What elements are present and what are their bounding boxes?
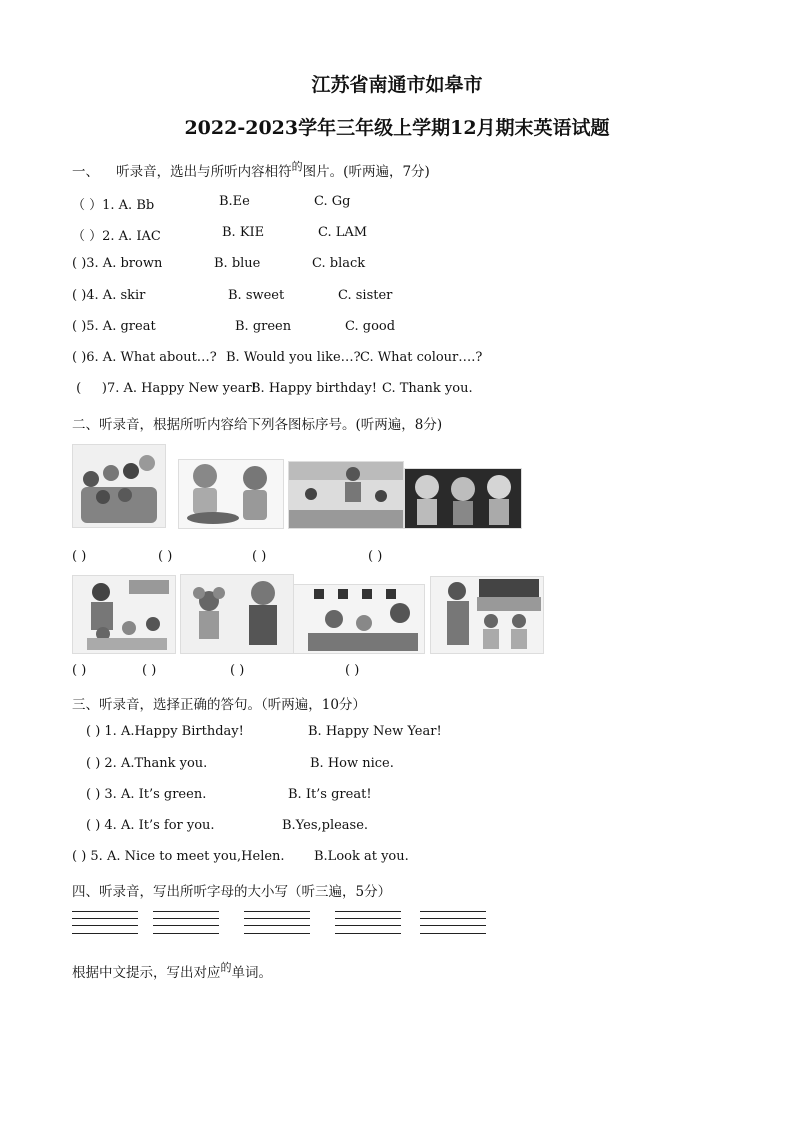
part3-item-1: ( ) 1. A.Happy Birthday! B. Happy New Year! bbox=[86, 724, 442, 739]
writing-lines-5[interactable] bbox=[420, 911, 486, 937]
part3-item-5: ( ) 5. A. Nice to meet you,Helen. B.Look at you. bbox=[72, 849, 409, 864]
row2-bracket-2: ( ) bbox=[142, 663, 157, 678]
part3-item-4: ( ) 4. A. It’s for you. B.Yes,please. bbox=[86, 818, 369, 833]
page-title: 江苏省南通市如皋市 bbox=[311, 74, 483, 96]
part1-item-4: ( )4. A. skir B. sweet C. sister bbox=[72, 288, 393, 303]
part3-item-3: ( ) 3. A. It’s green. B. It’s great! bbox=[86, 787, 372, 802]
part1-item-2: （ ）2. A. IAC B. KIE C. LAM bbox=[72, 225, 368, 244]
mouse-and-tiger-image bbox=[180, 574, 294, 654]
part1-item-3: ( )3. A. brown B. blue C. black bbox=[72, 256, 366, 271]
part1-item-1: （ ）1. A. Bb B.Ee C. Gg bbox=[72, 194, 351, 213]
three-kids-image bbox=[404, 468, 522, 529]
row1-bracket-2: ( ) bbox=[158, 549, 173, 564]
page-subtitle: 2022-2023学年三年级上学期12月期末英语试题 bbox=[184, 117, 610, 139]
row2-bracket-4: ( ) bbox=[345, 663, 360, 678]
family-group-image bbox=[72, 444, 166, 528]
family-at-party-image bbox=[430, 576, 544, 654]
row1-bracket-3: ( ) bbox=[252, 549, 267, 564]
writing-lines-1[interactable] bbox=[72, 911, 138, 937]
family-with-masks-image bbox=[293, 584, 425, 654]
writing-lines-4[interactable] bbox=[335, 911, 401, 937]
row2-bracket-1: ( ) bbox=[72, 663, 87, 678]
writing-lines-2[interactable] bbox=[153, 911, 219, 937]
part1-item-6: ( )6. A. What about…? B. Would you like…? C. What colour….? bbox=[72, 350, 483, 365]
row1-bracket-1: ( ) bbox=[72, 549, 87, 564]
part1-item-7: ( )7. A. Happy New year! B. Happy birthday! C. Thank you. bbox=[72, 381, 473, 396]
teacher-and-students-image bbox=[72, 575, 176, 654]
monkey-and-cat-image bbox=[178, 459, 284, 529]
row1-bracket-4: ( ) bbox=[368, 549, 383, 564]
row2-bracket-3: ( ) bbox=[230, 663, 245, 678]
part3-item-2: ( ) 2. A.Thank you. B. How nice. bbox=[86, 756, 394, 771]
part1-item-5: ( )5. A. great B. green C. good bbox=[72, 319, 396, 334]
part3-heading: 三、听录音，选择正确的答句。（听两遍，10分） bbox=[72, 697, 366, 713]
part5-heading: 根据中文提示，写出对应$^的$单词。 bbox=[72, 961, 272, 981]
part1-heading: 一、 听录音，选出与所听内容相符$^的$图片。(听两遍，7分) bbox=[72, 160, 430, 180]
part4-heading: 四、听录音，写出所听字母的大小写（听三遍，5分） bbox=[72, 884, 392, 900]
part2-heading: 二、听录音，根据所听内容给下列各图标序号。(听两遍，8分) bbox=[72, 417, 443, 433]
writing-lines-3[interactable] bbox=[244, 911, 310, 937]
children-playing-image bbox=[288, 461, 404, 529]
